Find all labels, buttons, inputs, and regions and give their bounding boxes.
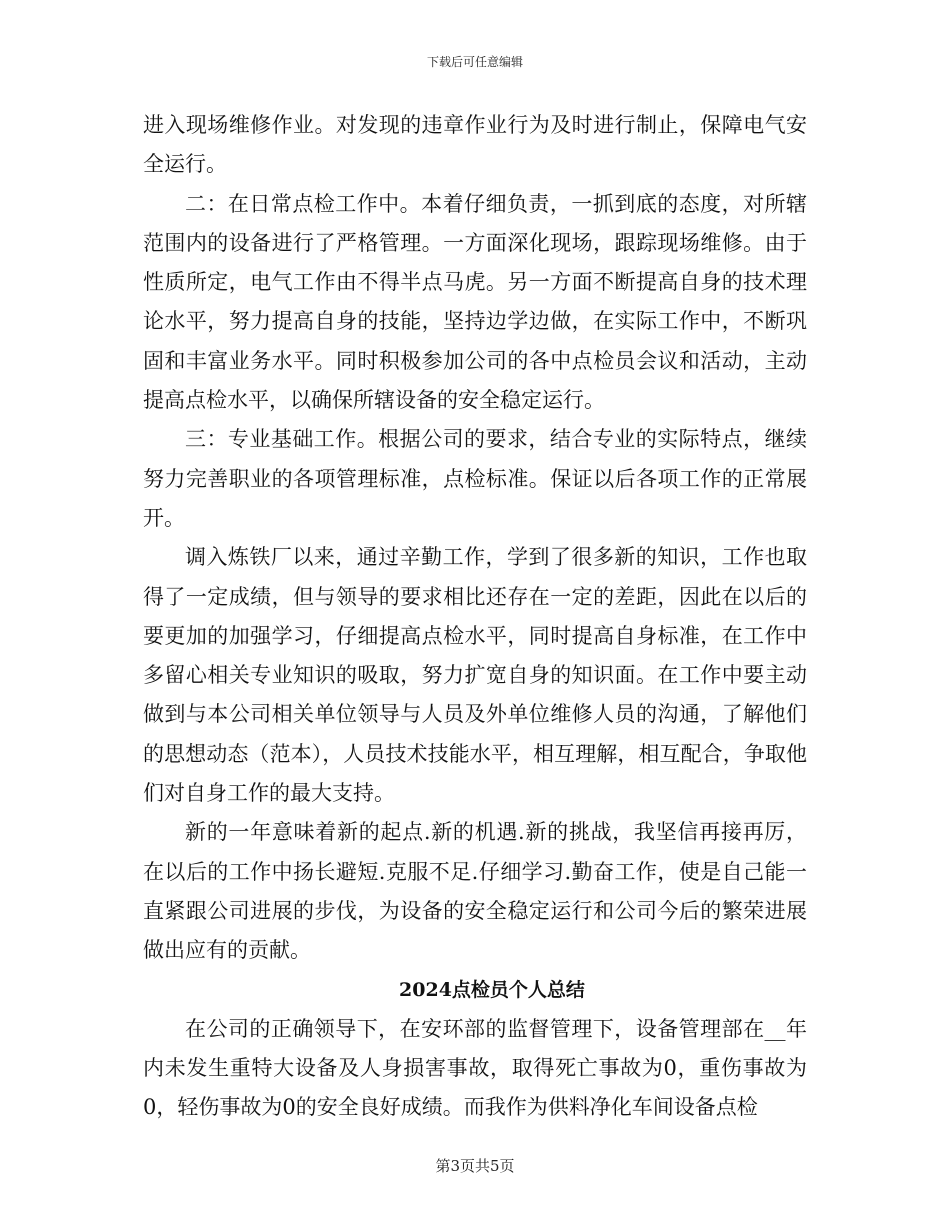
paragraph-section-intro: 在公司的正确领导下，在安环部的监督管理下，设备管理部在__年内未发生重特大设备及人身损害事故，取得死亡事故为0，重伤事故为0，轻伤事故为0的安全良好成绩。而我作为供料净化车间设备点检 <box>143 1016 807 1120</box>
document-body <box>143 106 807 1128</box>
paragraph-continuation: 进入现场维修作业。对发现的违章作业行为及时进行制止，保障电气安全运行。 <box>143 113 807 177</box>
page-header-note: 下载后可任意编辑 <box>426 55 523 69</box>
section-title: 2024点检员个人总结 <box>399 978 585 1001</box>
paragraph-daily-inspection: 二：在日常点检工作中。本着仔细负责，一抓到底的态度，对所辖范围内的设备进行了严格管理。一方面深化现场，跟踪现场维修。由于性质所定，电气工作由不得半点马虎。另一方面不断提高自身的技术理论水平，努力提高自身的技能，坚持边学边做，在实际工作中，不断巩固和丰富业务水平。同时积极参加公司的各中点检员会议和活动，主动提高点检水平，以确保所辖设备的安全稳定运行。 <box>143 191 807 413</box>
paragraph-professional-work: 三：专业基础工作。根据公司的要求，结合专业的实际特点，继续努力完善职业的各项管理标准，点检标准。保证以后各项工作的正常展开。 <box>143 427 807 530</box>
paragraph-ironworks-summary: 调入炼铁厂以来，通过辛勤工作，学到了很多新的知识，工作也取得了一定成绩，但与领导的要求相比还存在一定的差距，因此在以后的要更加的加强学习，仔细提高点检水平，同时提高自身标准，在工作中多留心相关专业知识的吸取，努力扩宽自身的知识面。在工作中要主动做到与本公司相关单位领导与人员及外单位维修人员的沟通，了解他们的思想动态（范本），人员技术技能水平，相互理解，相互配合，争取他们对自身工作的最大支持。 <box>143 545 807 806</box>
page-number-footer: 第3页共5页 <box>435 1157 515 1175</box>
paragraph-new-year: 新的一年意味着新的起点.新的机遇.新的挑战，我坚信再接再厉，在以后的工作中扬长避短.克服不足.仔细学习.勤奋工作，使是自己能一直紧跟公司进展的步伐，为设备的安全稳定运行和公司今后的繁荣进展做出应有的贡献。 <box>143 820 807 963</box>
